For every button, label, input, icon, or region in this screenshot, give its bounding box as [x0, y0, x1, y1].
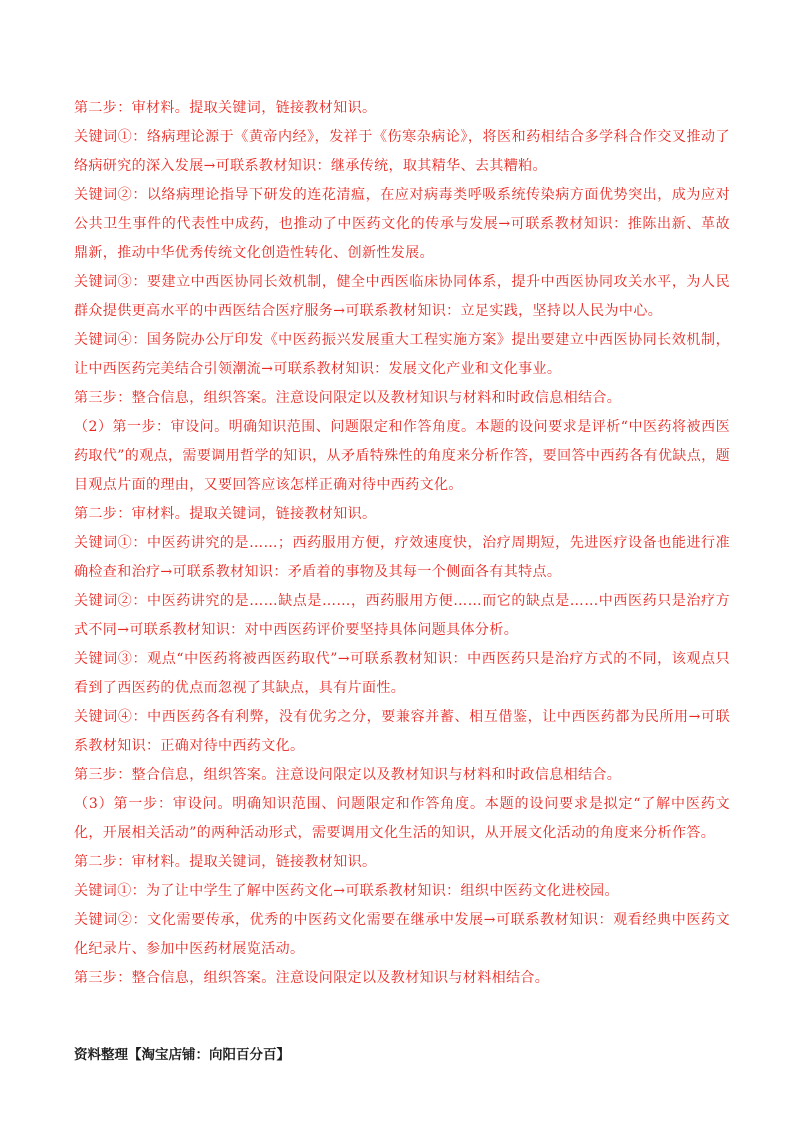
step-three-heading: 第三步：整合信息，组织答案。注意设问限定以及教材知识与材料和时政信息相结合。: [74, 767, 622, 783]
keyword-paragraph: 关键词②：中医药讲究的是……缺点是……，西药服用方便……而它的缺点是……中西医药只是治疗方式不同→可联系教材知识：对中西医药评价要坚持具体问题具体分析。: [74, 593, 730, 638]
keyword-paragraph: 关键词④：国务院办公厅印发《中医药振兴发展重大工程实施方案》提出要建立中西医协同长效机制，让中西医药完美结合引领潮流→可联系教材知识：发展文化产业和文化事业。: [74, 332, 730, 377]
keyword-paragraph: 关键词③：观点“中医药将被西医药取代”→可联系教材知识：中西医药只是治疗方式的不同，该观点只看到了西医药的优点而忽视了其缺点，具有片面性。: [74, 651, 730, 696]
question-3-step-one: （3）第一步：审设问。明确知识范围、问题限定和作答角度。本题的设问要求是拟定“了解中医药文化，开展相关活动”的两种活动形式，需要调用文化生活的知识，从开展文化活动的角度来分析作答。: [74, 796, 730, 841]
question-2-step-one: （2）第一步：审设问。明确知识范围、问题限定和作答角度。本题的设问要求是评析“中医药将被西医药取代”的观点，需要调用哲学的知识，从矛盾特殊性的角度来分析作答，要回答中西药各有优缺点，题目观点片面的理由，又要回答应该怎样正确对待中西药文化。: [74, 419, 730, 493]
keyword-paragraph: 关键词①：中医药讲究的是……；西药服用方便，疗效速度快，治疗周期短，先进医疗设备也能进行准确检查和治疗→可联系教材知识：矛盾着的事物及其每一个侧面各有其特点。: [74, 535, 730, 580]
footer-source-note: 资料整理【淘宝店铺：向阳百分百】: [74, 1047, 290, 1063]
answer-analysis-body: [74, 94, 730, 993]
step-three-heading: 第三步：整合信息，组织答案。注意设问限定以及教材知识与材料相结合。: [74, 970, 550, 986]
step-three-heading: 第三步：整合信息，组织答案。注意设问限定以及教材知识与材料和时政信息相结合。: [74, 390, 622, 406]
keyword-paragraph: 关键词④：中西医药各有利弊，没有优劣之分，要兼容并蓄、相互借鉴，让中西医药都为民所用→可联系教材知识：正确对待中西药文化。: [74, 709, 730, 754]
step-two-heading: 第二步：审材料。提取关键词，链接教材知识。: [74, 506, 377, 522]
keyword-paragraph: 关键词③：要建立中西医协同长效机制，健全中西医临床协同体系，提升中西医协同攻关水平，为人民群众提供更高水平的中西医结合医疗服务→可联系教材知识：立足实践，坚持以人民为中心。: [74, 274, 730, 319]
step-two-heading: 第二步：审材料。提取关键词，链接教材知识。: [74, 854, 377, 870]
keyword-paragraph: 关键词①：络病理论源于《黄帝内经》，发祥于《伤寒杂病论》，将医和药相结合多学科合作交叉推动了络病研究的深入发展→可联系教材知识：继承传统，取其精华、去其糟粕。: [74, 129, 730, 174]
keyword-paragraph: 关键词②：以络病理论指导下研发的连花清瘟，在应对病毒类呼吸系统传染病方面优势突出，成为应对公共卫生事件的代表性中成药，也推动了中医药文化的传承与发展→可联系教材知识：推陈出新、革故鼎新，推动中华优秀传统文化创造性转化、创新性发展。: [74, 187, 730, 261]
keyword-paragraph: 关键词②：文化需要传承，优秀的中医药文化需要在继承中发展→可联系教材知识：观看经典中医药文化纪录片、参加中医药材展览活动。: [74, 912, 730, 957]
step-two-heading: 第二步：审材料。提取关键词，链接教材知识。: [74, 100, 377, 116]
keyword-paragraph: 关键词①：为了让中学生了解中医药文化→可联系教材知识：组织中医药文化进校园。: [74, 883, 619, 899]
